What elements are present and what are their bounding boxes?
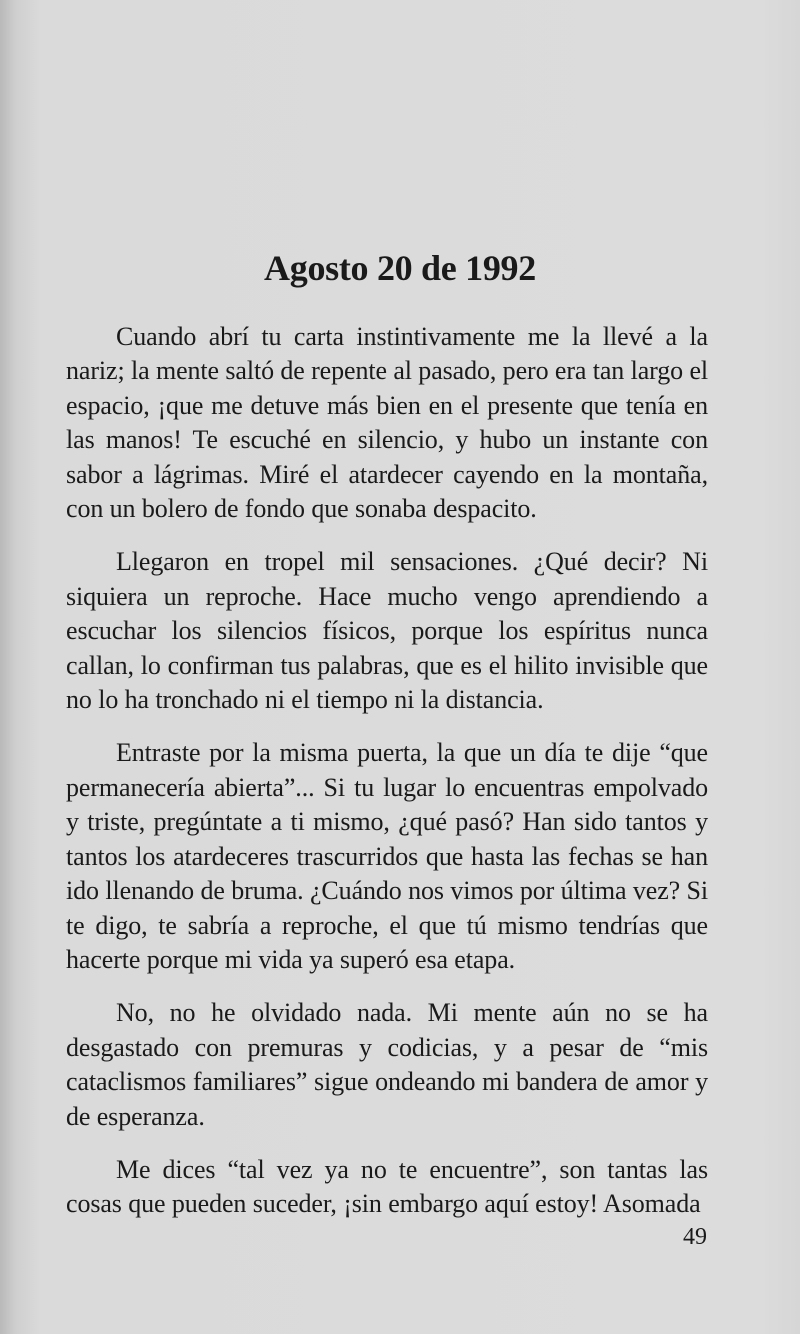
paragraph-2: Llegaron en tropel mil sensaciones. ¿Qué decir? Ni siquiera un reproche. Hace mucho vengo aprendiendo a escuchar los silencios físicos, porque los espíritus nunca callan, lo confirman tus palabras, que es el hilito invisible que no lo ha tronchado ni el tiempo ni la distancia. [66, 547, 708, 715]
paragraph-1: Cuando abrí tu carta instintivamente me la llevé a la nariz; la mente saltó de repente al pasado, pero era tan largo el espacio, ¡que me detuve más bien en el presente que tenía en las manos! Te escuché en silencio, y hubo un instante con sabor a lágrimas. Miré el atardecer cayendo en la montaña, con un bolero de fondo que sonaba despacito. [66, 322, 709, 524]
page-number: 49 [683, 1224, 707, 1250]
paragraph-4: No, no he olvidado nada. Mi mente aún no se ha desgastado con premuras y codicias, y a pesar de “mis cataclismos familiares” sigue ondeando mi bandera de amor y de esperanza. [66, 998, 708, 1131]
paragraph-5: Me dices “tal vez ya no te encuentre”, son tantas las cosas que pueden suceder, ¡sin embargo aquí estoy! Asomada [66, 1154, 708, 1219]
paragraph-3: Entraste por la misma puerta, la que un día te dije “que permanecería abierta”... Si tu lugar lo encuentras empolvado y triste, pregúntate a ti mismo, ¿qué pasó? Han sido tantos y tantos los atardeceres trascurridos que hasta las fechas se han ido llenando de bruma. ¿Cuándo nos vimos por última vez? Si te digo, te sabría a reproche, el que tú mismo tendrías que hacerte porque mi vida ya superó esa etapa. [66, 738, 708, 974]
page-body [66, 320, 708, 1241]
page-title: Agosto 20 de 1992 [264, 248, 536, 289]
